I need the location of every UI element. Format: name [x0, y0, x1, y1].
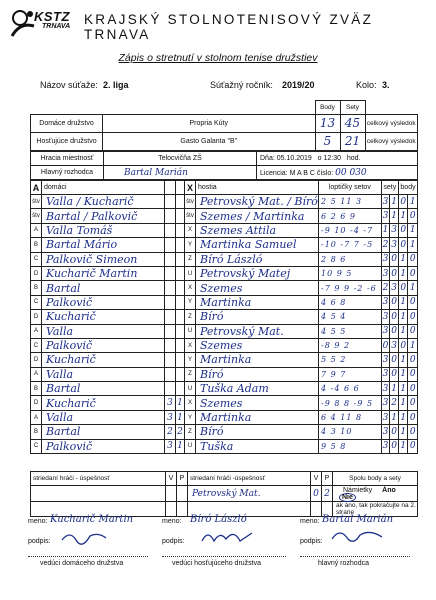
sets-won: 3 — [381, 353, 390, 367]
home-player: Palkovič — [42, 295, 165, 309]
sets-lost: 1 — [390, 382, 399, 396]
set-scores: 9 5 8 — [319, 439, 382, 453]
sets-lost: 0 — [390, 310, 399, 324]
away-player: Martinka — [196, 353, 319, 367]
competition-label: Názov súťaže: — [40, 80, 98, 90]
home-point: 0 — [399, 338, 408, 352]
away-body-total: 5 — [315, 132, 340, 150]
home-slot: štv — [31, 209, 42, 223]
away-point: 0 — [408, 295, 418, 309]
away-player: Petrovský Mat. / Bíró — [196, 195, 319, 209]
home-point: 1 — [399, 252, 408, 266]
away-slot: X — [185, 223, 196, 237]
away-point: 0 — [408, 382, 418, 396]
home-win-p — [176, 195, 185, 209]
home-slot: štv — [31, 195, 42, 209]
away-player: Martinka Samuel — [196, 238, 319, 252]
home-win-v: 3 — [165, 410, 176, 424]
sets-won: 3 — [381, 425, 390, 439]
away-player: Bíró — [196, 367, 319, 381]
home-leader-name: Kucharič Martin — [50, 514, 134, 525]
sety-col-header: sety — [381, 181, 398, 195]
home-player: Valla Tomáš — [42, 223, 165, 237]
away-sub-name: Petrovský Mat. — [188, 486, 311, 502]
sets-won: 3 — [381, 367, 390, 381]
sets-lost: 0 — [390, 266, 399, 280]
away-subs-label: striedaní hráči -úspešnosť — [188, 472, 311, 486]
away-point: 0 — [408, 439, 418, 453]
date-label: Dňa: — [260, 155, 275, 162]
home-win-v — [165, 382, 176, 396]
home-win-p — [176, 353, 185, 367]
home-player: Bartal — [42, 382, 165, 396]
away-slot: X — [185, 281, 196, 295]
set-scores: 5 5 2 — [319, 353, 382, 367]
home-player: Bartal / Palkovič — [42, 209, 165, 223]
away-subs-v-header: V — [311, 472, 322, 486]
sets-won: 1 — [381, 223, 390, 237]
away-player: Bíró — [196, 310, 319, 324]
referee-value: Bartal Marián — [104, 166, 257, 180]
home-win-p: 1 — [176, 396, 185, 410]
home-win-v — [165, 367, 176, 381]
sets-won: 3 — [381, 266, 390, 280]
set-scores: 4 3 10 — [319, 425, 382, 439]
home-win-p: 2 — [176, 425, 185, 439]
set-scores: -9 10 -4 -7 — [319, 223, 382, 237]
home-slot: D — [31, 266, 42, 280]
home-point: 1 — [399, 410, 408, 424]
substitutes-table — [30, 471, 418, 517]
round-label: Kolo: — [356, 80, 377, 90]
away-point: 1 — [408, 195, 418, 209]
sets-lost: 0 — [390, 295, 399, 309]
home-slot: B — [31, 425, 42, 439]
away-sub-p: 2 — [322, 486, 333, 502]
home-point: 1 — [399, 266, 408, 280]
home-point: 1 — [399, 310, 408, 324]
home-win-v — [165, 238, 176, 252]
away-col-header: hostia — [196, 181, 319, 195]
sety-header: Sety — [340, 101, 365, 115]
venue-table — [30, 151, 418, 180]
sets-won: 3 — [381, 295, 390, 309]
logo-subtext: TRNAVA — [42, 23, 71, 30]
sets-won: 3 — [381, 310, 390, 324]
sets-won: 3 — [381, 209, 390, 223]
time-value: 12:30 — [323, 155, 342, 162]
home-point: 1 — [399, 353, 408, 367]
home-slot: B — [31, 281, 42, 295]
home-win-v — [165, 353, 176, 367]
away-podpis-label: podpis: — [162, 538, 185, 545]
home-player: Palkovič Simeon — [42, 252, 165, 266]
sets-lost: 0 — [390, 324, 399, 338]
away-player: Martinka — [196, 410, 319, 424]
home-win-v: 3 — [165, 439, 176, 453]
set-scores: 6 2 6 9 — [319, 209, 382, 223]
away-slot: Y — [185, 410, 196, 424]
away-slot: štv — [185, 195, 196, 209]
set-scores: 4 -4 6 6 — [319, 382, 382, 396]
home-win-p — [176, 209, 185, 223]
sets-won: 3 — [381, 195, 390, 209]
sets-lost: 3 — [390, 338, 399, 352]
away-slot: U — [185, 324, 196, 338]
set-scores: -8 9 2 — [319, 338, 382, 352]
sets-lost: 3 — [390, 223, 399, 237]
home-win-p — [176, 281, 185, 295]
home-slot: A — [31, 367, 42, 381]
home-player: Valla — [42, 410, 165, 424]
away-point: 1 — [408, 238, 418, 252]
ref-meno-label: meno: — [300, 518, 320, 525]
sets-lost: 3 — [390, 238, 399, 252]
away-sub-v: 0 — [311, 486, 322, 502]
home-win-p — [176, 382, 185, 396]
col-a-header: A — [31, 181, 42, 195]
match-row — [31, 382, 418, 396]
license-number-label: číslo: — [316, 169, 334, 177]
home-point: 1 — [399, 439, 408, 453]
home-win-v — [165, 295, 176, 309]
set-scores: 4 6 8 — [319, 295, 382, 309]
away-slot: X — [185, 396, 196, 410]
home-win-v — [165, 338, 176, 352]
sets-lost: 0 — [390, 353, 399, 367]
notes-yes: Áno — [382, 486, 396, 494]
sets-won: 3 — [381, 439, 390, 453]
venue-value: Telocvičňa ZŠ — [104, 152, 257, 166]
match-rows — [31, 195, 418, 454]
away-player: Szemes — [196, 396, 319, 410]
date-cell — [257, 152, 418, 166]
set-scores: -9 8 8 -9 5 — [319, 396, 382, 410]
match-row — [31, 209, 418, 223]
team-info-table — [30, 100, 418, 151]
set-scores: -10 -7 7 -5 — [319, 238, 382, 252]
match-row — [31, 324, 418, 338]
match-row — [31, 410, 418, 424]
match-row — [31, 281, 418, 295]
home-win-p — [176, 338, 185, 352]
home-point: 1 — [399, 425, 408, 439]
away-player: Bíró László — [196, 252, 319, 266]
match-row — [31, 353, 418, 367]
away-slot: Y — [185, 353, 196, 367]
sets-won: 2 — [381, 281, 390, 295]
matches-table — [30, 180, 418, 454]
home-win-v — [165, 310, 176, 324]
home-subs-label: striedaní hráči - úspešnosť — [31, 472, 166, 486]
home-col-header: domáci — [42, 181, 165, 195]
home-win-p — [176, 266, 185, 280]
round-value: 3. — [382, 80, 390, 90]
away-sign-line — [162, 556, 286, 557]
license-cell — [257, 166, 418, 180]
away-meno-label: meno: — [162, 518, 182, 525]
home-point: 1 — [399, 382, 408, 396]
home-podpis-label: podpis: — [28, 538, 51, 545]
set-scores: 2 8 6 — [319, 252, 382, 266]
home-sety-total: 45 — [340, 114, 365, 132]
set-scores: 6 4 11 8 — [319, 410, 382, 424]
away-point: 0 — [408, 252, 418, 266]
away-slot: X — [185, 338, 196, 352]
away-player: Petrovský Mat. — [196, 324, 319, 338]
away-player: Tuška Adam — [196, 382, 319, 396]
license-label: Licencia: — [260, 169, 288, 177]
set-scores: 4 5 4 — [319, 310, 382, 324]
body-header: Body — [315, 101, 340, 115]
away-player: Szemes — [196, 338, 319, 352]
match-row — [31, 425, 418, 439]
home-win-p: 1 — [176, 439, 185, 453]
notes-label: Námietky — [343, 486, 373, 494]
document-subtitle: Zápis o stretnutí v stolnom tenise družstiev — [118, 52, 318, 64]
set-scores: 7 9 7 — [319, 367, 382, 381]
away-slot: U — [185, 382, 196, 396]
sets-lost: 3 — [390, 281, 399, 295]
away-slot: U — [185, 266, 196, 280]
match-row — [31, 396, 418, 410]
home-win-p: 1 — [176, 410, 185, 424]
home-point: 0 — [399, 195, 408, 209]
away-player: Bíró — [196, 425, 319, 439]
set-scores: 2 5 11 3 — [319, 195, 382, 209]
home-slot: C — [31, 295, 42, 309]
license-number: 00 030 — [335, 167, 367, 178]
sets-lost: 1 — [390, 195, 399, 209]
total-points-label: Spolu body a sety — [333, 472, 418, 486]
referee-label: Hlavný rozhodca — [31, 166, 104, 180]
home-player: Valla / Kucharič — [42, 195, 165, 209]
home-win-p — [176, 295, 185, 309]
match-row — [31, 195, 418, 209]
home-win-p — [176, 223, 185, 237]
home-point: 1 — [399, 295, 408, 309]
home-slot: C — [31, 439, 42, 453]
sets-won: 3 — [381, 410, 390, 424]
license-class: M A B C — [289, 169, 315, 177]
away-slot: štv — [185, 209, 196, 223]
away-point: 0 — [408, 396, 418, 410]
home-win-v — [165, 266, 176, 280]
away-player: Petrovský Matej — [196, 266, 319, 280]
home-player: Kucharič — [42, 353, 165, 367]
sets-lost: 0 — [390, 367, 399, 381]
federation-title: KRAJSKÝ STOLNOTENISOVÝ ZVÄZ TRNAVA — [84, 12, 374, 42]
match-row — [31, 223, 418, 237]
date-value: 05.10.2019 — [276, 155, 312, 162]
away-point: 0 — [408, 266, 418, 280]
match-row — [31, 439, 418, 453]
sets-won: 3 — [381, 396, 390, 410]
away-point: 1 — [408, 223, 418, 237]
away-team-value: Gasto Galanta "B" — [103, 132, 316, 150]
home-player: Valla — [42, 324, 165, 338]
away-point: 0 — [408, 425, 418, 439]
home-win-p — [176, 252, 185, 266]
away-point: 0 — [408, 410, 418, 424]
match-row — [31, 238, 418, 252]
home-win-p — [176, 324, 185, 338]
home-win-v — [165, 324, 176, 338]
ref-sign-line — [300, 556, 410, 557]
away-slot: U — [185, 439, 196, 453]
home-player: Kucharič Martin — [42, 266, 165, 280]
home-point: 0 — [399, 223, 408, 237]
away-leader-role: vedúci hosťujúceho družstva — [172, 560, 262, 567]
home-player: Bartal — [42, 425, 165, 439]
set-scores: -7 9 9 -2 -6 — [319, 281, 382, 295]
away-slot: Y — [185, 295, 196, 309]
ref-name: Bartal Marián — [322, 514, 394, 525]
continue-note: ak áno, tak pokračujte na 2. strane — [333, 502, 418, 517]
home-win-p — [176, 310, 185, 324]
body-col-header: body — [399, 181, 418, 195]
set-scores: 4 5 5 — [319, 324, 382, 338]
away-player: Szemes — [196, 281, 319, 295]
time-unit: hod. — [346, 155, 361, 162]
venue-label: Hracia miestnosť — [31, 152, 104, 166]
sets-lost: 0 — [390, 425, 399, 439]
home-sign-line — [28, 556, 148, 557]
away-result-label: celkový výsledok — [365, 132, 418, 150]
away-team-label: Hosťujúce družstvo — [31, 132, 103, 150]
away-player: Szemes Attila — [196, 223, 319, 237]
home-slot: B — [31, 382, 42, 396]
match-row — [31, 338, 418, 352]
match-row — [31, 295, 418, 309]
sets-lost: 1 — [390, 209, 399, 223]
match-row — [31, 367, 418, 381]
away-slot: Z — [185, 252, 196, 266]
home-win-v — [165, 281, 176, 295]
home-result-label: celkový výsledok — [365, 114, 418, 132]
home-win-p — [176, 238, 185, 252]
away-subs-p-header: P — [322, 472, 333, 486]
home-point: 1 — [399, 324, 408, 338]
match-row — [31, 266, 418, 280]
sets-lost: 1 — [390, 410, 399, 424]
home-player: Palkovič — [42, 338, 165, 352]
home-slot: A — [31, 223, 42, 237]
home-point: 0 — [399, 238, 408, 252]
home-win-v — [165, 252, 176, 266]
home-win-p — [176, 367, 185, 381]
sets-won: 3 — [381, 324, 390, 338]
away-slot: Z — [185, 310, 196, 324]
home-win-v — [165, 223, 176, 237]
sets-won: 0 — [381, 338, 390, 352]
home-player: Kucharič — [42, 310, 165, 324]
home-slot: A — [31, 410, 42, 424]
col-x-header: X — [185, 181, 196, 195]
away-player: Szemes / Martinka — [196, 209, 319, 223]
away-signature-icon — [200, 527, 256, 547]
ref-signature-icon — [330, 527, 386, 547]
home-player: Bartal — [42, 281, 165, 295]
home-win-v: 2 — [165, 425, 176, 439]
away-player: Tuška — [196, 439, 319, 453]
home-slot: C — [31, 338, 42, 352]
home-win-v: 3 — [165, 396, 176, 410]
away-player: Martinka — [196, 295, 319, 309]
home-slot: D — [31, 396, 42, 410]
home-player: Bartal Mário — [42, 238, 165, 252]
away-point: 0 — [408, 367, 418, 381]
notes-no-circled: Nie — [339, 493, 356, 502]
sets-lost: 2 — [390, 396, 399, 410]
home-win-v — [165, 209, 176, 223]
home-slot: C — [31, 252, 42, 266]
away-point: 1 — [408, 338, 418, 352]
season-label: Súťažný ročník: — [210, 80, 273, 90]
away-slot: Y — [185, 238, 196, 252]
home-player: Kucharič — [42, 396, 165, 410]
sets-won: 3 — [381, 382, 390, 396]
away-point: 0 — [408, 324, 418, 338]
home-point: 1 — [399, 367, 408, 381]
home-signature-icon — [60, 528, 110, 546]
home-point: 1 — [399, 396, 408, 410]
sets-lost: 0 — [390, 252, 399, 266]
match-row — [31, 252, 418, 266]
away-slot: Z — [185, 367, 196, 381]
home-meno-label: meno: — [28, 518, 48, 525]
away-sety-total: 21 — [340, 132, 365, 150]
sets-won: 3 — [381, 252, 390, 266]
away-leader-name: Bíró László — [190, 514, 247, 525]
home-player: Palkovič — [42, 439, 165, 453]
ref-podpis-label: podpis: — [300, 538, 323, 545]
competition-value: 2. liga — [103, 80, 129, 90]
home-body-total: 13 — [315, 114, 340, 132]
home-leader-role: vedúci domáceho družstva — [40, 560, 124, 567]
away-point: 0 — [408, 209, 418, 223]
set-scores: 10 9 5 — [319, 266, 382, 280]
away-slot: Z — [185, 425, 196, 439]
sets-won: 2 — [381, 238, 390, 252]
home-point: 1 — [399, 209, 408, 223]
away-point: 1 — [408, 281, 418, 295]
home-slot: D — [31, 353, 42, 367]
home-win-v — [165, 195, 176, 209]
sets-lost: 0 — [390, 439, 399, 453]
home-subs-p-header: P — [177, 472, 188, 486]
home-slot: A — [31, 324, 42, 338]
ref-role: hlavný rozhodca — [318, 560, 369, 567]
logo-text: KSTZ — [34, 9, 70, 24]
sets-col-header: loptičky setov — [319, 181, 382, 195]
home-slot: D — [31, 310, 42, 324]
notes-cell — [333, 486, 418, 502]
away-point: 0 — [408, 353, 418, 367]
home-player: Valla — [42, 367, 165, 381]
home-team-label: Domáce družstvo — [31, 114, 103, 132]
home-point: 0 — [399, 281, 408, 295]
home-subs-v-header: V — [166, 472, 177, 486]
match-row — [31, 310, 418, 324]
season-value: 2019/20 — [282, 80, 315, 90]
time-label: o — [317, 155, 322, 162]
away-point: 0 — [408, 310, 418, 324]
home-slot: B — [31, 238, 42, 252]
home-team-value: Propria Kúty — [103, 114, 316, 132]
